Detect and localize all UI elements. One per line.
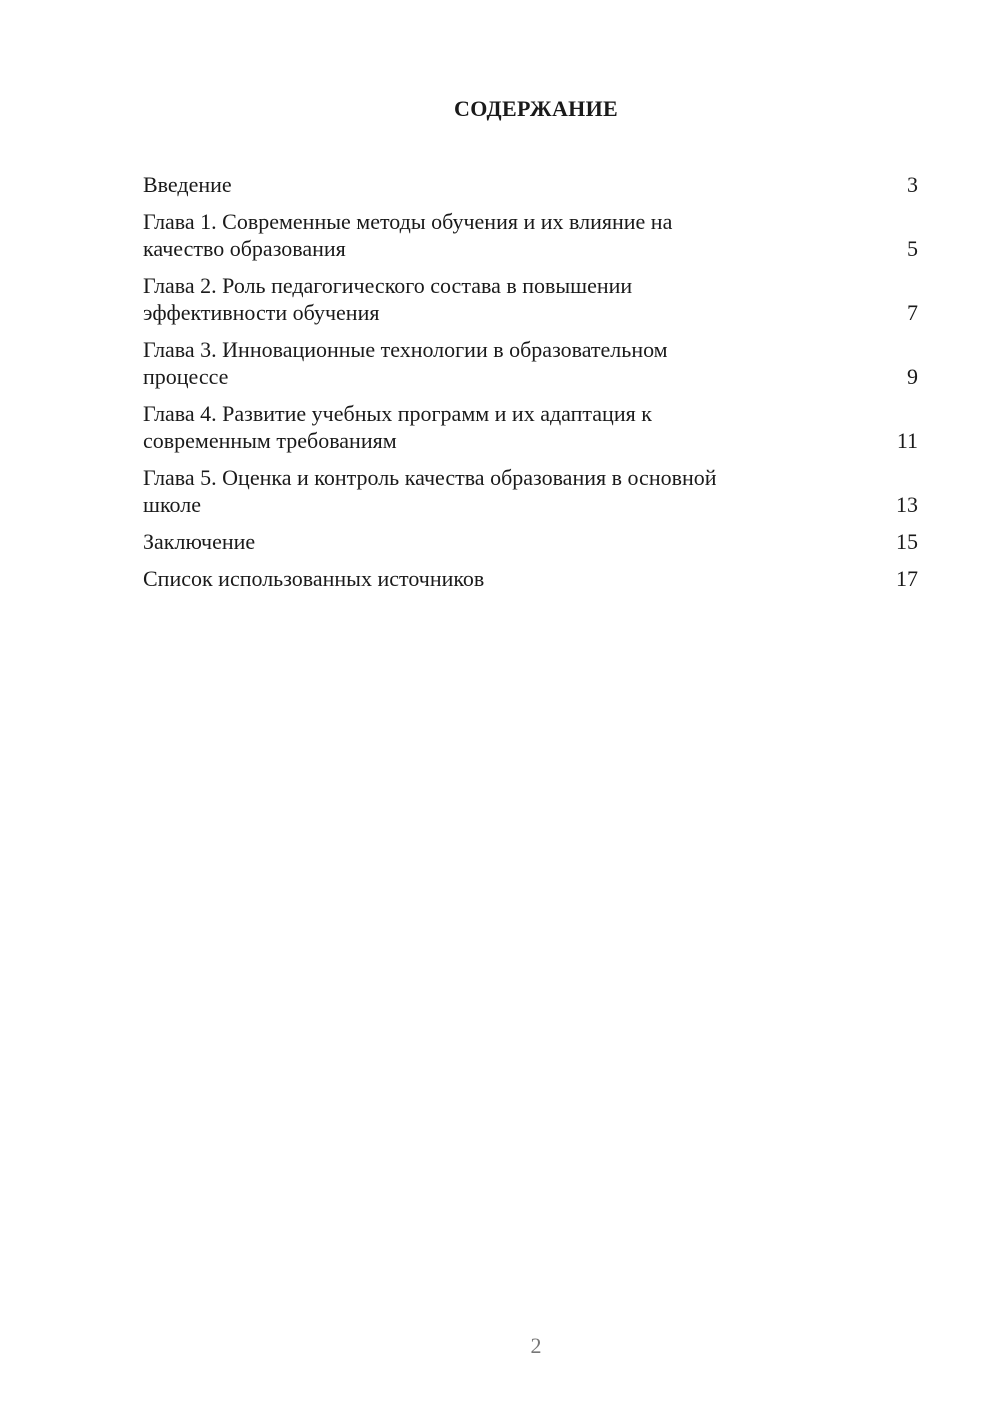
toc-entry-page: 17 bbox=[896, 566, 918, 591]
toc-entry-page: 7 bbox=[907, 300, 918, 325]
page-title: СОДЕРЖАНИЕ bbox=[454, 96, 618, 121]
toc-entry-references[interactable] bbox=[143, 565, 918, 592]
toc-entry-page: 5 bbox=[907, 236, 918, 261]
toc-entry-conclusion[interactable] bbox=[143, 528, 918, 555]
toc-entry-page: 15 bbox=[896, 529, 918, 554]
toc-entry-text: Заключение bbox=[143, 529, 256, 554]
toc-entry-text: Глава 3. Инновационные технологии в образовательном процессе bbox=[143, 337, 668, 389]
toc-entry-chapter-1[interactable] bbox=[143, 208, 918, 262]
toc-entry-text: Глава 4. Развитие учебных программ и их адаптация к современным требованиям bbox=[143, 401, 652, 453]
toc-entry-text: Глава 5. Оценка и контроль качества образования в основной школе bbox=[143, 465, 717, 517]
page-number: 2 bbox=[530, 1333, 542, 1358]
toc-entry-page: 3 bbox=[907, 172, 918, 197]
table-of-contents bbox=[143, 171, 918, 602]
toc-entry-chapter-2[interactable] bbox=[143, 272, 918, 326]
toc-entry-chapter-4[interactable] bbox=[143, 400, 918, 454]
toc-entry-text: Введение bbox=[143, 172, 232, 197]
toc-entry-text: Список использованных источников bbox=[143, 566, 485, 591]
toc-entry-page: 11 bbox=[896, 428, 918, 453]
toc-entry-page: 13 bbox=[896, 492, 918, 517]
toc-entry-introduction[interactable] bbox=[143, 171, 918, 198]
toc-entry-chapter-3[interactable] bbox=[143, 336, 918, 390]
toc-entry-text: Глава 1. Современные методы обучения и их влияние на качество образования bbox=[143, 209, 673, 261]
toc-entry-page: 9 bbox=[907, 364, 918, 389]
toc-entry-chapter-5[interactable] bbox=[143, 464, 918, 518]
toc-entry-text: Глава 2. Роль педагогического состава в повышении эффективности обучения bbox=[143, 273, 633, 325]
